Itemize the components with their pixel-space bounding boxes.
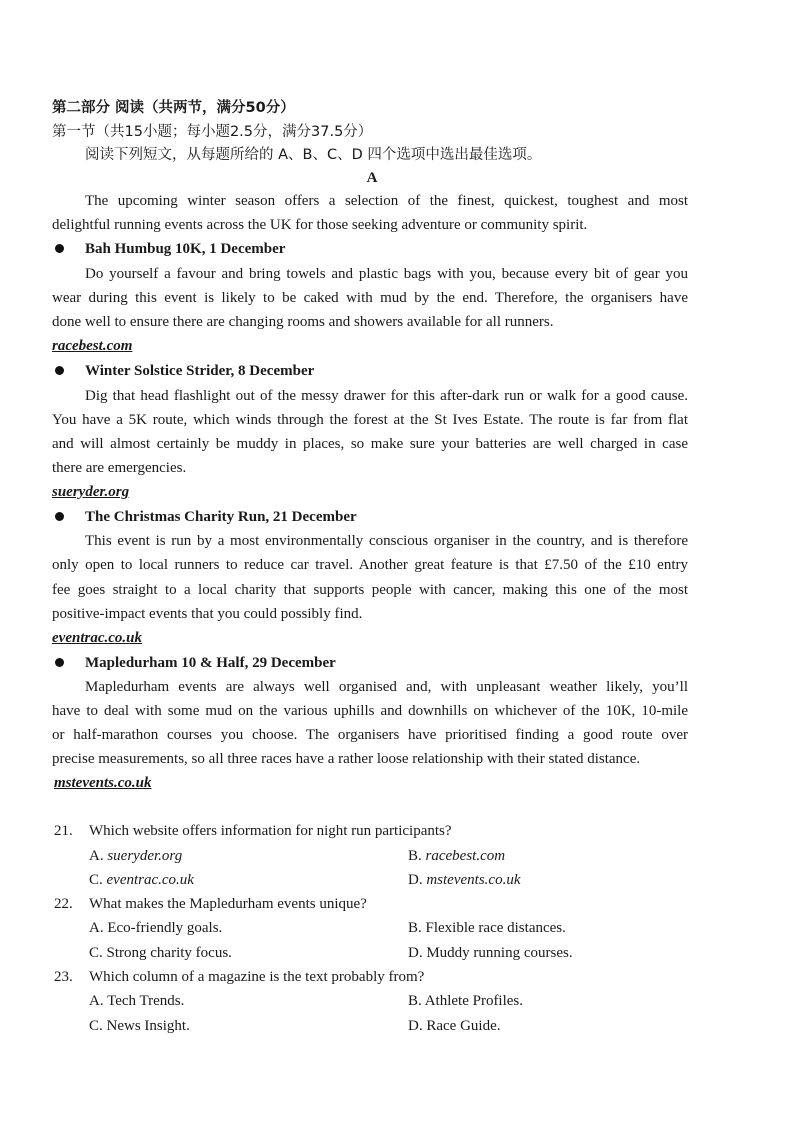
option-label: D.	[408, 872, 423, 888]
bullet-icon	[55, 244, 64, 253]
intro-line-2: delightful running events across the UK for those seeking adventure or community spirit.	[52, 217, 588, 233]
q22-option-b[interactable]	[408, 918, 566, 938]
question-number-22: 22.	[54, 896, 73, 912]
q21-option-a[interactable]	[89, 846, 182, 866]
option-label: D.	[408, 1018, 423, 1034]
event-3-line-4: positive-impact events that you could possibly find.	[52, 606, 363, 622]
event-title-2: Winter Solstice Strider, 8 December	[85, 363, 315, 379]
q21-option-c[interactable]	[89, 870, 194, 890]
event-title-1: Bah Humbug 10K, 1 December	[85, 241, 286, 257]
event-1-line-3: done well to ensure there are changing rooms and showers available for all runners.	[52, 314, 554, 330]
q21-option-d[interactable]	[408, 870, 520, 890]
option-label: A.	[89, 848, 104, 864]
option-text: Eco-friendly goals.	[107, 920, 223, 936]
event-4-line-3: or half-marathon courses you choose. The organisers have prioritised finding a good route over	[52, 727, 688, 743]
q22-option-d[interactable]	[408, 943, 573, 963]
event-website-1[interactable]: racebest.com	[52, 338, 133, 354]
q22-option-c[interactable]	[89, 943, 232, 963]
event-4-line-1: Mapledurham events are always well organised and, with unpleasant weather likely, you’ll	[85, 679, 688, 695]
event-1-line-2: wear during this event is likely to be caked with mud by the end. Therefore, the organisers have	[52, 290, 688, 306]
event-website-4[interactable]: mstevents.co.uk	[54, 775, 152, 791]
event-2-line-3: and will almost certainly be muddy in places, so make sure your batteries are well charged in case	[52, 436, 688, 452]
question-number-21: 21.	[54, 823, 73, 839]
option-text: Race Guide.	[426, 1018, 501, 1034]
option-label: B.	[408, 848, 422, 864]
bullet-icon	[55, 512, 64, 521]
event-3-line-3: fee goes straight to a local charity that supports people with cancer, making this one of the most	[52, 582, 688, 598]
q23-option-a[interactable]	[89, 991, 184, 1011]
subsection-title: 第一节（共15小题；每小题2.5分，满分37.5分）	[52, 124, 373, 140]
option-label: C.	[89, 872, 103, 888]
option-text: Tech Trends.	[107, 993, 185, 1009]
event-2-line-4: there are emergencies.	[52, 460, 187, 476]
option-label: A.	[89, 920, 104, 936]
intro-line-1: The upcoming winter season offers a selection of the finest, quickest, toughest and most	[85, 193, 688, 209]
q23-option-b[interactable]	[408, 991, 523, 1011]
part-title: 第二部分 阅读（共两节，满分50分）	[52, 100, 295, 116]
event-website-2[interactable]: sueryder.org	[52, 484, 130, 500]
event-website-3[interactable]: eventrac.co.uk	[52, 630, 142, 646]
option-label: B.	[408, 920, 422, 936]
event-2-line-2: You have a 5K route, which winds through the forest at the St Ives Estate. The route is far from flat	[52, 412, 688, 428]
question-text-23: Which column of a magazine is the text probably from?	[89, 969, 425, 985]
option-text: Muddy running courses.	[426, 945, 573, 961]
option-text: sueryder.org	[107, 848, 183, 864]
q21-option-b[interactable]	[408, 846, 505, 866]
event-4-line-4: precise measurements, so all three races have a rather loose relationship with their stated distance.	[52, 751, 641, 767]
event-1-line-1: Do yourself a favour and bring towels and plastic bags with you, because every bit of gear you	[85, 266, 688, 282]
question-number-23: 23.	[54, 969, 73, 985]
q23-option-c[interactable]	[89, 1016, 190, 1036]
option-label: C.	[89, 1018, 103, 1034]
event-4-line-2: have to deal with some mud on the various uphills and downhills on whichever of the 10K, 10-mile	[52, 703, 688, 719]
bullet-icon	[55, 366, 64, 375]
option-text: eventrac.co.uk	[106, 872, 194, 888]
question-text-21: Which website offers information for night run participants?	[89, 823, 452, 839]
q23-option-d[interactable]	[408, 1016, 500, 1036]
event-title-4: Mapledurham 10 & Half, 29 December	[85, 655, 336, 671]
option-label: B.	[408, 993, 422, 1009]
event-2-line-1: Dig that head flashlight out of the messy drawer for this after-dark run or walk for a good cause.	[85, 388, 688, 404]
passage-label: A	[366, 170, 378, 186]
option-text: Athlete Profiles.	[424, 993, 524, 1009]
option-text: Flexible race distances.	[425, 920, 566, 936]
option-text: mstevents.co.uk	[426, 872, 521, 888]
instruction: 阅读下列短文，从每题所给的 A、B、C、D 四个选项中选出最佳选项。	[85, 147, 542, 163]
option-text: racebest.com	[425, 848, 506, 864]
event-3-line-2: only open to local runners to reduce car travel. Another great feature is that £7.50 of the £10 entry	[52, 557, 688, 573]
option-text: News Insight.	[106, 1018, 190, 1034]
event-title-3: The Christmas Charity Run, 21 December	[85, 509, 357, 525]
option-text: Strong charity focus.	[106, 945, 232, 961]
option-label: C.	[89, 945, 103, 961]
q22-option-a[interactable]	[89, 918, 222, 938]
option-label: A.	[89, 993, 104, 1009]
event-3-line-1: This event is run by a most environmentally conscious organiser in the country, and is therefore	[85, 533, 688, 549]
bullet-icon	[55, 658, 64, 667]
option-label: D.	[408, 945, 423, 961]
question-text-22: What makes the Mapledurham events unique?	[89, 896, 367, 912]
